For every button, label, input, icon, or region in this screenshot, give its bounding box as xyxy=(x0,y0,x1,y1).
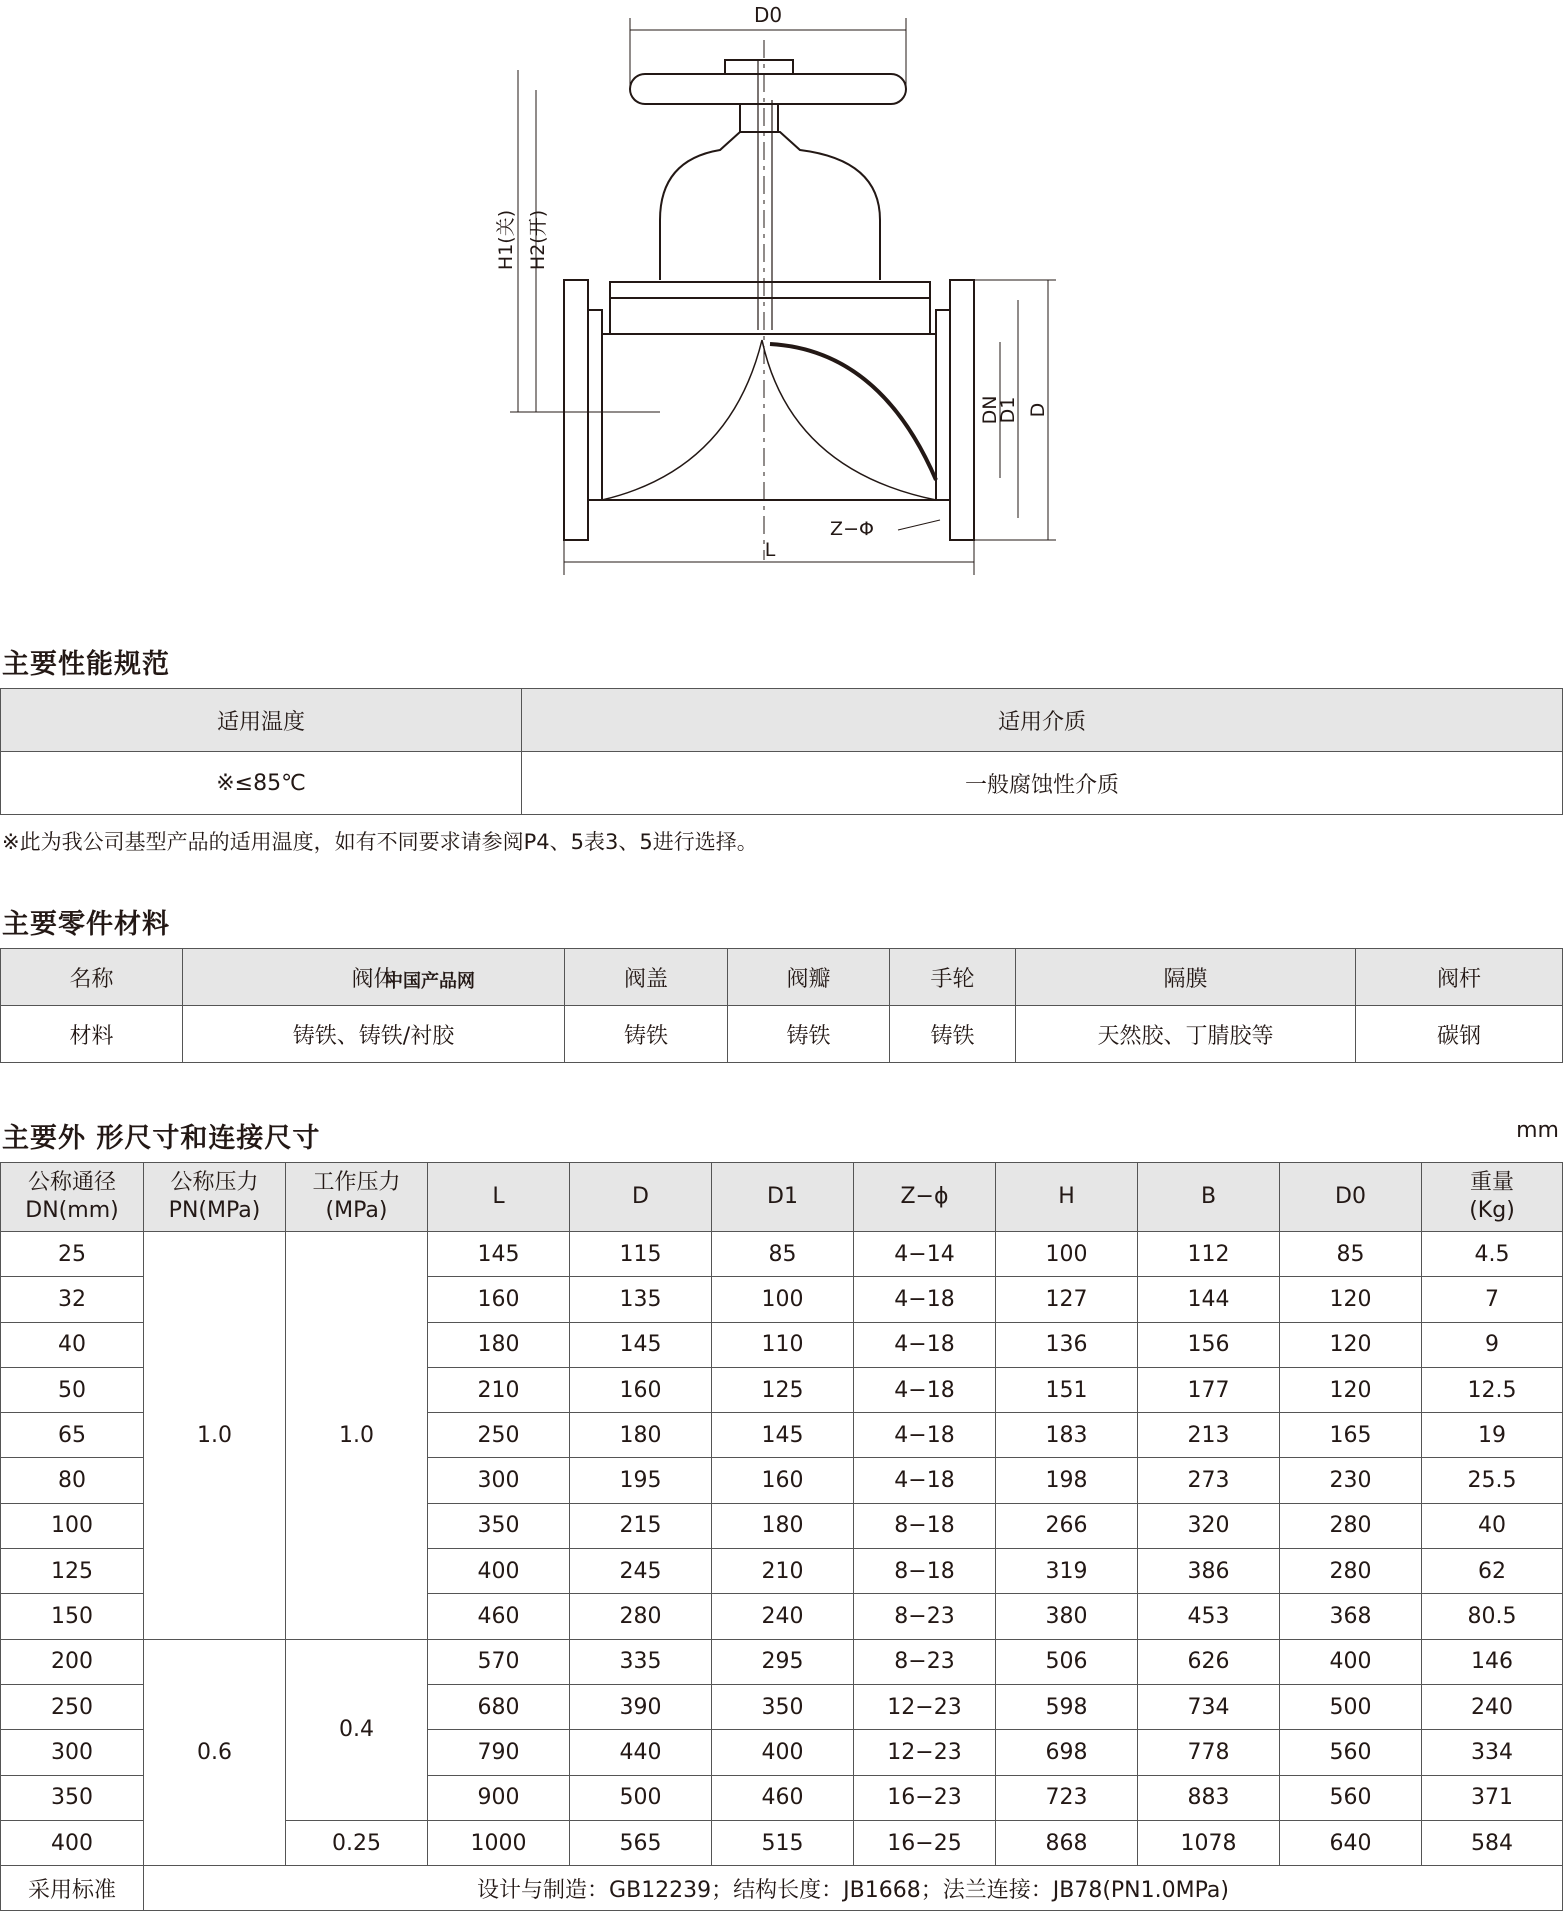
dim-header-line1: Z−ϕ xyxy=(900,1184,949,1209)
dim-header-cell xyxy=(144,1163,286,1232)
dimensions-title: 主要外 形尺寸和连接尺寸 xyxy=(2,1123,321,1154)
dim-cell: 12−23 xyxy=(854,1684,996,1729)
watermark-text: 中国产品网 xyxy=(385,971,475,992)
dim-cell: 177 xyxy=(1138,1367,1280,1412)
header-temperature: 适用温度 xyxy=(1,689,522,752)
dn-cell: 200 xyxy=(1,1639,144,1684)
mat-header: 手轮 xyxy=(890,949,1016,1006)
performance-table xyxy=(0,688,1563,815)
dn-cell: 400 xyxy=(1,1820,144,1865)
dim-cell: 180 xyxy=(570,1413,712,1458)
mat-header: 阀瓣 xyxy=(728,949,890,1006)
label-h2: H2(开) xyxy=(527,209,549,271)
dim-cell: 7 xyxy=(1422,1277,1563,1322)
dim-header-line1: D1 xyxy=(767,1184,798,1209)
mat-value: 天然胶、丁腈胶等 xyxy=(1016,1006,1356,1063)
dim-cell: 180 xyxy=(712,1503,854,1548)
dim-cell: 680 xyxy=(428,1684,570,1729)
dn-cell: 150 xyxy=(1,1594,144,1639)
performance-title: 主要性能规范 xyxy=(2,649,170,680)
mat-header: 阀杆 xyxy=(1356,949,1563,1006)
mat-value: 材料 xyxy=(1,1006,183,1063)
pn-cell: 1.0 xyxy=(144,1232,286,1640)
dim-header-line2: DN(mm) xyxy=(25,1198,119,1223)
mat-value: 铸铁、铸铁/衬胶 xyxy=(183,1006,565,1063)
dim-header-line1: D0 xyxy=(1335,1184,1366,1209)
dim-cell: 4−18 xyxy=(854,1322,996,1367)
dim-cell: 560 xyxy=(1280,1775,1422,1820)
dn-cell: 125 xyxy=(1,1549,144,1594)
dim-cell: 500 xyxy=(570,1775,712,1820)
value-temperature: ※≤85℃ xyxy=(1,752,522,815)
dim-cell: 8−18 xyxy=(854,1549,996,1594)
dim-header-line2: (MPa) xyxy=(325,1198,388,1223)
wp-cell: 0.4 xyxy=(286,1639,428,1820)
dim-cell: 115 xyxy=(570,1232,712,1277)
dim-cell: 371 xyxy=(1422,1775,1563,1820)
dim-cell: 120 xyxy=(1280,1277,1422,1322)
dim-cell: 698 xyxy=(996,1730,1138,1775)
dim-cell: 125 xyxy=(712,1367,854,1412)
dim-cell: 460 xyxy=(428,1594,570,1639)
dim-cell: 120 xyxy=(1280,1322,1422,1367)
mat-header: 阀体 xyxy=(183,949,565,1006)
dim-cell: 335 xyxy=(570,1639,712,1684)
dim-cell: 136 xyxy=(996,1322,1138,1367)
dim-header-line1: 公称通径 xyxy=(27,1170,116,1195)
dim-header-cell xyxy=(286,1163,428,1232)
dim-cell: 40 xyxy=(1422,1503,1563,1548)
dim-cell: 266 xyxy=(996,1503,1138,1548)
dn-cell: 65 xyxy=(1,1413,144,1458)
dim-cell: 160 xyxy=(712,1458,854,1503)
label-d: D xyxy=(1027,402,1049,418)
dim-cell: 240 xyxy=(1422,1684,1563,1729)
table-row xyxy=(1,1232,1563,1277)
dim-cell: 127 xyxy=(996,1277,1138,1322)
dim-header-cell xyxy=(570,1163,712,1232)
dim-cell: 4−18 xyxy=(854,1277,996,1322)
dim-cell: 350 xyxy=(428,1503,570,1548)
dn-cell: 350 xyxy=(1,1775,144,1820)
dim-cell: 868 xyxy=(996,1820,1138,1865)
dim-cell: 62 xyxy=(1422,1549,1563,1594)
dim-header-cell xyxy=(428,1163,570,1232)
dim-cell: 145 xyxy=(712,1413,854,1458)
dim-cell: 120 xyxy=(1280,1367,1422,1412)
dim-cell: 295 xyxy=(712,1639,854,1684)
dim-cell: 145 xyxy=(570,1322,712,1367)
dim-header-line1: L xyxy=(492,1184,505,1209)
mat-header: 名称 xyxy=(1,949,183,1006)
dim-cell: 598 xyxy=(996,1684,1138,1729)
dim-cell: 453 xyxy=(1138,1594,1280,1639)
dim-cell: 400 xyxy=(712,1730,854,1775)
dim-cell: 4−14 xyxy=(854,1232,996,1277)
dim-cell: 1078 xyxy=(1138,1820,1280,1865)
dim-cell: 25.5 xyxy=(1422,1458,1563,1503)
value-medium: 一般腐蚀性介质 xyxy=(522,752,1563,815)
dim-cell: 368 xyxy=(1280,1594,1422,1639)
dim-cell: 180 xyxy=(428,1322,570,1367)
dim-cell: 778 xyxy=(1138,1730,1280,1775)
dim-cell: 500 xyxy=(1280,1684,1422,1729)
dim-cell: 440 xyxy=(570,1730,712,1775)
dim-cell: 280 xyxy=(1280,1549,1422,1594)
dim-cell: 400 xyxy=(428,1549,570,1594)
dim-header-cell xyxy=(1138,1163,1280,1232)
dim-cell: 9 xyxy=(1422,1322,1563,1367)
dim-cell: 4−18 xyxy=(854,1458,996,1503)
dim-header-line2: PN(MPa) xyxy=(168,1198,261,1223)
dim-cell: 560 xyxy=(1280,1730,1422,1775)
label-d1: D1 xyxy=(997,396,1019,424)
dim-cell: 145 xyxy=(428,1232,570,1277)
dim-cell: 565 xyxy=(570,1820,712,1865)
dim-cell: 100 xyxy=(712,1277,854,1322)
mat-value: 铸铁 xyxy=(565,1006,728,1063)
dim-cell: 8−23 xyxy=(854,1594,996,1639)
dim-cell: 250 xyxy=(428,1413,570,1458)
dim-cell: 144 xyxy=(1138,1277,1280,1322)
dim-cell: 584 xyxy=(1422,1820,1563,1865)
mat-value: 铸铁 xyxy=(728,1006,890,1063)
materials-title: 主要零件材料 xyxy=(2,909,170,940)
dim-cell: 570 xyxy=(428,1639,570,1684)
dim-header-line1: 公称压力 xyxy=(170,1170,259,1195)
wp-cell: 0.25 xyxy=(286,1820,428,1865)
dim-cell: 386 xyxy=(1138,1549,1280,1594)
dim-cell: 165 xyxy=(1280,1413,1422,1458)
dim-header-cell xyxy=(1422,1163,1563,1232)
dim-cell: 245 xyxy=(570,1549,712,1594)
dim-cell: 320 xyxy=(1138,1503,1280,1548)
dim-cell: 280 xyxy=(1280,1503,1422,1548)
dim-cell: 380 xyxy=(996,1594,1138,1639)
dim-cell: 240 xyxy=(712,1594,854,1639)
dim-cell: 515 xyxy=(712,1820,854,1865)
dim-header-line2: (Kg) xyxy=(1469,1198,1515,1223)
dim-cell: 213 xyxy=(1138,1413,1280,1458)
dim-cell: 334 xyxy=(1422,1730,1563,1775)
dim-cell: 135 xyxy=(570,1277,712,1322)
wp-cell: 1.0 xyxy=(286,1232,428,1640)
dim-header-line1: B xyxy=(1200,1184,1217,1209)
dim-header-line1: 工作压力 xyxy=(312,1170,401,1195)
dim-cell: 160 xyxy=(428,1277,570,1322)
dim-cell: 16−25 xyxy=(854,1820,996,1865)
dim-cell: 1000 xyxy=(428,1820,570,1865)
dim-cell: 4−18 xyxy=(854,1413,996,1458)
dim-header-cell xyxy=(854,1163,996,1232)
dim-cell: 506 xyxy=(996,1639,1138,1684)
dn-cell: 80 xyxy=(1,1458,144,1503)
dim-cell: 12−23 xyxy=(854,1730,996,1775)
standard-row xyxy=(1,1866,1563,1911)
dim-cell: 210 xyxy=(428,1367,570,1412)
label-dn: DN xyxy=(979,395,1001,425)
dim-cell: 319 xyxy=(996,1549,1138,1594)
dim-cell: 8−18 xyxy=(854,1503,996,1548)
dim-header-cell xyxy=(996,1163,1138,1232)
label-h1: H1(关) xyxy=(495,209,517,271)
dn-cell: 300 xyxy=(1,1730,144,1775)
dim-cell: 85 xyxy=(712,1232,854,1277)
dim-cell: 183 xyxy=(996,1413,1138,1458)
dim-cell: 110 xyxy=(712,1322,854,1367)
dim-cell: 156 xyxy=(1138,1322,1280,1367)
pn-cell: 0.6 xyxy=(144,1639,286,1865)
dim-cell: 85 xyxy=(1280,1232,1422,1277)
dim-cell: 195 xyxy=(570,1458,712,1503)
label-l: L xyxy=(764,539,776,561)
dim-cell: 4−18 xyxy=(854,1367,996,1412)
dim-cell: 400 xyxy=(1280,1639,1422,1684)
dim-cell: 280 xyxy=(570,1594,712,1639)
mat-value: 碳钢 xyxy=(1356,1006,1563,1063)
dim-cell: 19 xyxy=(1422,1413,1563,1458)
dim-cell: 900 xyxy=(428,1775,570,1820)
table-row xyxy=(1,1639,1563,1684)
standard-text: 设计与制造：GB12239；结构长度：JB1668；法兰连接：JB78(PN1.0MPa) xyxy=(144,1866,1563,1911)
dim-cell: 626 xyxy=(1138,1639,1280,1684)
dn-cell: 25 xyxy=(1,1232,144,1277)
standard-label: 采用标准 xyxy=(1,1866,144,1911)
dim-cell: 146 xyxy=(1422,1639,1563,1684)
label-z-phi: Z−Φ xyxy=(830,518,874,540)
dim-cell: 12.5 xyxy=(1422,1367,1563,1412)
dn-cell: 32 xyxy=(1,1277,144,1322)
dim-header-cell xyxy=(712,1163,854,1232)
dim-cell: 160 xyxy=(570,1367,712,1412)
header-medium: 适用介质 xyxy=(522,689,1563,752)
dn-cell: 40 xyxy=(1,1322,144,1367)
dim-cell: 723 xyxy=(996,1775,1138,1820)
dim-cell: 8−23 xyxy=(854,1639,996,1684)
performance-note: ※此为我公司基型产品的适用温度，如有不同要求请参阅P4、5表3、5进行选择。 xyxy=(2,830,758,854)
dim-cell: 80.5 xyxy=(1422,1594,1563,1639)
dim-cell: 640 xyxy=(1280,1820,1422,1865)
dimensions-body xyxy=(1,1163,1563,1911)
dim-header-line1: H xyxy=(1058,1184,1075,1209)
mat-value: 铸铁 xyxy=(890,1006,1016,1063)
dim-cell: 198 xyxy=(996,1458,1138,1503)
dim-cell: 112 xyxy=(1138,1232,1280,1277)
dimensions-table xyxy=(0,1162,1563,1911)
valve-drawing xyxy=(495,0,1060,590)
dim-cell: 350 xyxy=(712,1684,854,1729)
dim-cell: 151 xyxy=(996,1367,1138,1412)
dim-cell: 215 xyxy=(570,1503,712,1548)
dim-cell: 210 xyxy=(712,1549,854,1594)
dim-cell: 300 xyxy=(428,1458,570,1503)
dim-cell: 460 xyxy=(712,1775,854,1820)
dim-header-line1: 重量 xyxy=(1469,1170,1514,1195)
dim-cell: 273 xyxy=(1138,1458,1280,1503)
dim-cell: 790 xyxy=(428,1730,570,1775)
dim-header-line1: D xyxy=(632,1184,649,1209)
dim-header-row xyxy=(1,1163,1563,1232)
unit-label: mm xyxy=(1516,1118,1559,1143)
label-d0: D0 xyxy=(753,3,783,27)
dim-header-cell xyxy=(1,1163,144,1232)
mat-header: 隔膜 xyxy=(1016,949,1356,1006)
dim-cell: 100 xyxy=(996,1232,1138,1277)
dn-cell: 100 xyxy=(1,1503,144,1548)
dn-cell: 50 xyxy=(1,1367,144,1412)
materials-table xyxy=(0,948,1563,1063)
dim-cell: 390 xyxy=(570,1684,712,1729)
dn-cell: 250 xyxy=(1,1684,144,1729)
dim-header-cell xyxy=(1280,1163,1422,1232)
mat-header: 阀盖 xyxy=(565,949,728,1006)
dim-cell: 16−23 xyxy=(854,1775,996,1820)
dim-cell: 883 xyxy=(1138,1775,1280,1820)
dim-cell: 734 xyxy=(1138,1684,1280,1729)
dim-cell: 4.5 xyxy=(1422,1232,1563,1277)
dim-cell: 230 xyxy=(1280,1458,1422,1503)
